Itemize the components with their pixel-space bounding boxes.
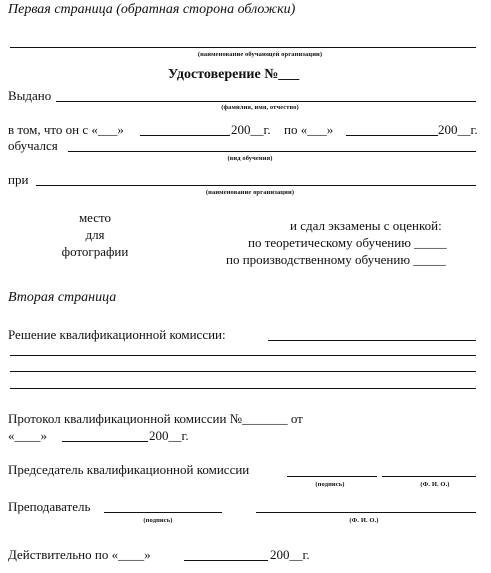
exam-theory: по теоретическому обучению _____ <box>248 235 447 250</box>
commission-decision: Решение квалификационной комиссии: <box>8 327 226 342</box>
chairman-fio-line <box>382 476 476 477</box>
name-caption: (фамилия, имя, отчество) <box>221 104 299 111</box>
decision-line-4 <box>10 388 476 389</box>
period-from-line <box>140 135 230 136</box>
protocol-label: Протокол квалификационной комиссии №_______ от <box>8 411 303 426</box>
at-caption: (наименование организации) <box>205 189 295 196</box>
exam-practice: по производственному обучению _____ <box>226 252 446 267</box>
org-line <box>10 47 476 48</box>
page2-heading: Вторая страница <box>8 290 117 305</box>
protocol-year: 200__г. <box>149 428 189 443</box>
protocol-date-line <box>62 441 148 442</box>
valid-date-line <box>184 560 268 561</box>
teacher-fio-line <box>256 512 476 513</box>
teacher-fio-caption: (Ф. И. О.) <box>349 517 379 524</box>
photo-line3: фотографии <box>61 244 129 259</box>
issued-label: Выдано <box>8 88 52 103</box>
photo-line1: место <box>78 210 112 225</box>
certificate-title: Удостоверение №___ <box>168 67 300 82</box>
studied-line <box>68 151 476 152</box>
page1-heading: Первая страница (обратная сторона обложки) <box>8 2 296 17</box>
decision-line-2 <box>10 355 476 356</box>
study-caption: (вид обучения) <box>227 155 273 162</box>
photo-line2: для <box>85 227 105 242</box>
period-to-line <box>346 135 438 136</box>
period-from: в том, что он с «___» <box>8 122 124 137</box>
at-label: при <box>8 172 29 187</box>
chairman-label: Председатель квалификационной комиссии <box>8 462 250 477</box>
chairman-sign-caption: (подпись) <box>315 481 345 488</box>
photo-placeholder <box>50 210 140 259</box>
valid-year: 200__г. <box>270 547 310 562</box>
teacher-sign-caption: (подпись) <box>143 517 173 524</box>
at-line <box>36 185 476 186</box>
teacher-sign-line <box>104 512 222 513</box>
chairman-sign-line <box>287 476 377 477</box>
exams-title: и сдал экзамены с оценкой: <box>290 218 442 233</box>
decision-line-1 <box>268 340 476 341</box>
studied-label: обучался <box>8 138 58 153</box>
org-caption: (наименование обучающей организации) <box>197 51 323 58</box>
period-to: по «___» <box>284 122 334 137</box>
teacher-label: Преподаватель <box>8 499 91 514</box>
valid-label: Действительно по «____» <box>8 547 151 562</box>
year2: 200__г. <box>438 122 478 137</box>
year1: 200__г. <box>231 122 271 137</box>
chairman-fio-caption: (Ф. И. О.) <box>420 481 450 488</box>
protocol-date: «____» <box>8 428 47 443</box>
issued-line <box>56 101 476 102</box>
decision-line-3 <box>10 371 476 372</box>
